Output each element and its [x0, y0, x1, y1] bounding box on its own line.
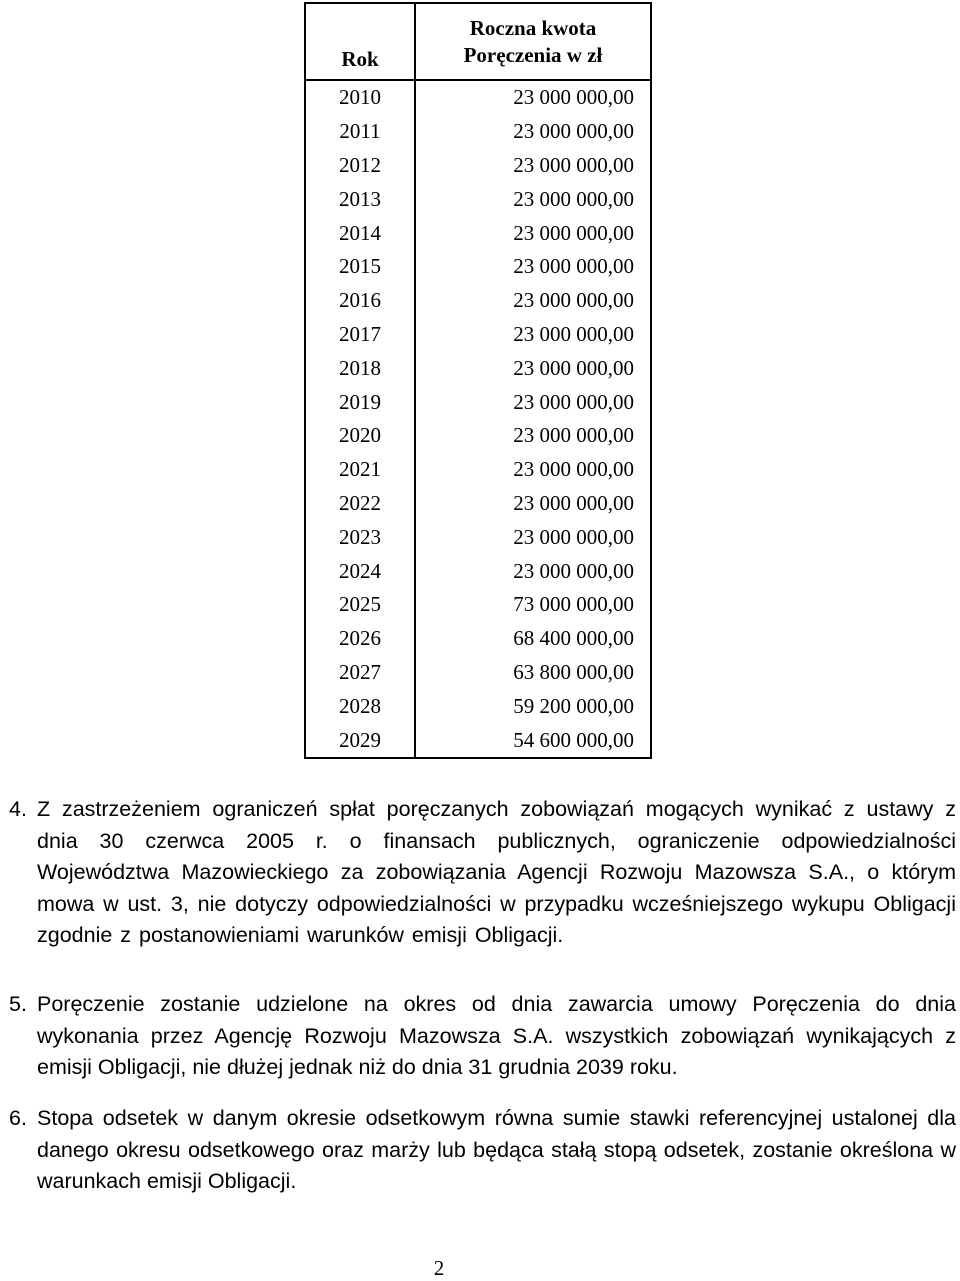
amount-cell: 23 000 000,00 [415, 520, 651, 554]
amount-cell: 23 000 000,00 [415, 182, 651, 216]
year-cell: 2016 [305, 284, 415, 318]
amount-cell: 63 800 000,00 [415, 656, 651, 690]
table-row [305, 689, 651, 723]
year-cell: 2029 [305, 723, 415, 758]
table-row [305, 351, 651, 385]
amount-header-line-1: Roczna kwota [469, 15, 597, 40]
year-cell: 2013 [305, 182, 415, 216]
year-cell: 2025 [305, 588, 415, 622]
clause-number: 4. [9, 797, 27, 821]
guarantee-amount-table [304, 2, 652, 759]
table-row [305, 80, 651, 115]
amount-cell: 73 000 000,00 [415, 588, 651, 622]
amount-cell: 23 000 000,00 [415, 453, 651, 487]
table-row [305, 723, 651, 758]
amount-cell: 23 000 000,00 [415, 318, 651, 352]
amount-cell: 23 000 000,00 [415, 385, 651, 419]
table-row [305, 385, 651, 419]
table-row [305, 115, 651, 149]
clause-6 [9, 1103, 956, 1198]
table-row [305, 149, 651, 183]
table-header-row [305, 3, 651, 80]
table-row [305, 656, 651, 690]
year-cell: 2023 [305, 520, 415, 554]
clause-4 [9, 794, 956, 952]
table-row [305, 419, 651, 453]
page-number: 2 [433, 1256, 445, 1280]
year-cell: 2020 [305, 419, 415, 453]
table-row [305, 284, 651, 318]
table-row [305, 520, 651, 554]
table-row [305, 588, 651, 622]
amount-header-line-2: Poręczenia w zł [463, 43, 603, 68]
amount-cell: 54 600 000,00 [415, 723, 651, 758]
table-row [305, 182, 651, 216]
clause-number: 5. [9, 992, 27, 1016]
table-body [305, 80, 651, 758]
table-row [305, 216, 651, 250]
amount-cell: 23 000 000,00 [415, 149, 651, 183]
table-row [305, 487, 651, 521]
year-cell: 2019 [305, 385, 415, 419]
year-cell: 2028 [305, 689, 415, 723]
amount-cell: 23 000 000,00 [415, 216, 651, 250]
year-cell: 2015 [305, 250, 415, 284]
table-row [305, 318, 651, 352]
amount-cell: 23 000 000,00 [415, 250, 651, 284]
amount-cell: 68 400 000,00 [415, 622, 651, 656]
table-row [305, 453, 651, 487]
year-cell: 2027 [305, 656, 415, 690]
table-row [305, 622, 651, 656]
amount-cell: 23 000 000,00 [415, 419, 651, 453]
amount-cell: 23 000 000,00 [415, 351, 651, 385]
clause-text: Stopa odsetek w danym okresie odsetkowym równa sumie stawki referencyjnej ustalonej dla danego okresu odsetkowego oraz marży lub będąca stałą stopą odsetek, zostanie określona w warunkach emisji Obligacji. [37, 1106, 956, 1193]
year-column-header: Rok [305, 3, 415, 80]
year-cell: 2022 [305, 487, 415, 521]
year-cell: 2012 [305, 149, 415, 183]
clause-text: Poręczenie zostanie udzielone na okres od dnia zawarcia umowy Poręczenia do dnia wykonania przez Agencję Rozwoju Mazowsza S.A. wszystkich zobowiązań wynikających z emisji Obligacji, nie dłużej jednak niż do dnia 31 grudnia 2039 roku. [37, 992, 956, 1079]
year-cell: 2024 [305, 554, 415, 588]
clause-5 [9, 989, 956, 1084]
amount-cell: 23 000 000,00 [415, 80, 651, 115]
clause-text: Z zastrzeżeniem ograniczeń spłat poręczanych zobowiązań mogących wynikać z ustawy z dnia 30 czerwca 2005 r. o finansach publicznych, ograniczenie odpowiedzialności Województwa Mazowieckiego za zobowiązania Agencji Rozwoju Mazowsza S.A., o którym mowa w ust. 3, nie dotyczy odpowiedzialności w przypadku wcześniejszego wykupu Obligacji zgodnie z postanowieniami warunków emisji Obligacji. [37, 797, 956, 947]
amount-cell: 59 200 000,00 [415, 689, 651, 723]
amount-cell: 23 000 000,00 [415, 487, 651, 521]
year-cell: 2018 [305, 351, 415, 385]
amount-cell: 23 000 000,00 [415, 115, 651, 149]
table-row [305, 250, 651, 284]
clause-number: 6. [9, 1106, 27, 1130]
year-cell: 2014 [305, 216, 415, 250]
year-cell: 2011 [305, 115, 415, 149]
amount-cell: 23 000 000,00 [415, 284, 651, 318]
year-cell: 2017 [305, 318, 415, 352]
year-cell: 2026 [305, 622, 415, 656]
year-cell: 2021 [305, 453, 415, 487]
amount-column-header [415, 3, 651, 80]
table-row [305, 554, 651, 588]
year-cell: 2010 [305, 80, 415, 115]
amount-cell: 23 000 000,00 [415, 554, 651, 588]
